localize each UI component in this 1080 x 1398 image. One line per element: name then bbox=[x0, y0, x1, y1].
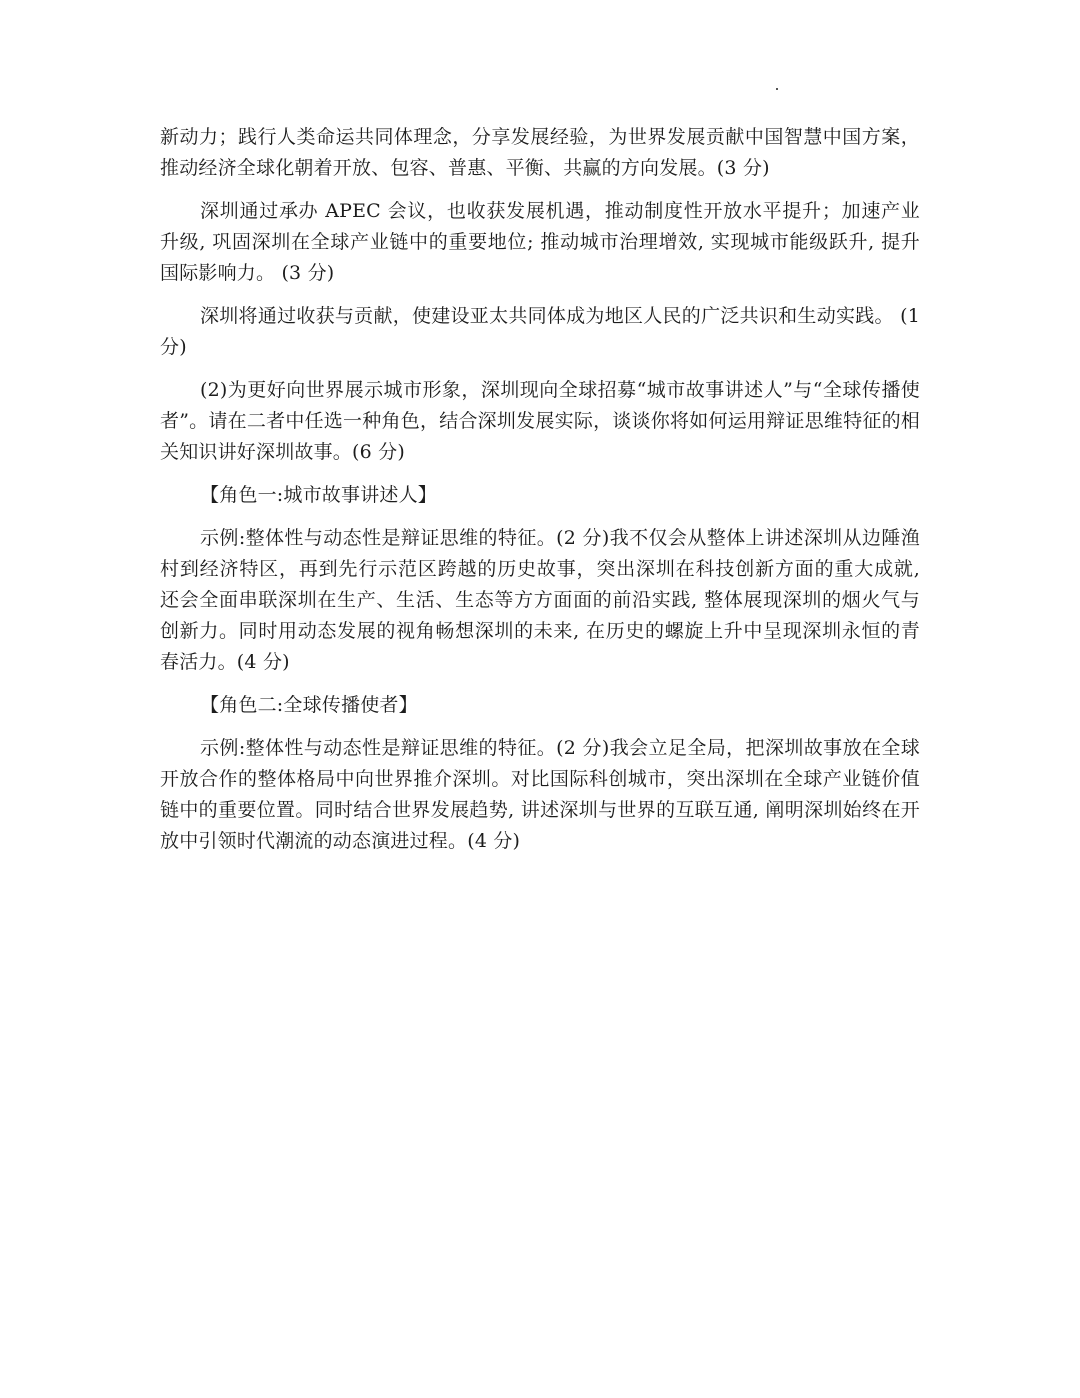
role-one-heading: 【角色一:城市故事讲述人】 bbox=[200, 484, 438, 506]
document-body bbox=[160, 122, 920, 869]
paragraph-apec-benefits: 深圳通过承办 APEC 会议，也收获发展机遇，推动制度性开放水平提升；加速产业升级, 巩固深圳在全球产业链中的重要地位; 推动城市治理增效, 实现城市能级跃升, 提升国际影响力。 (3 分) bbox=[160, 200, 920, 284]
role-two-heading: 【角色二:全球传播使者】 bbox=[200, 694, 418, 716]
role-one-answer: 示例:整体性与动态性是辩证思维的特征。(2 分)我不仅会从整体上讲述深圳从边陲渔村到经济特区，再到先行示范区跨越的历史故事，突出深圳在科技创新方面的重大成就, 还会全面串联深圳在生产、生活、生态等方方面面的前沿实践, 整体展现深圳的烟火气与创新力。同时用动态发展的视角畅想深圳的未来, 在历史的螺旋上升中呈现深圳永恒的青春活力。(4 分) bbox=[160, 527, 920, 673]
scan-speck bbox=[776, 88, 778, 90]
paragraph-community-summary: 深圳将通过收获与贡献，使建设亚太共同体成为地区人民的广泛共识和生动实践。 (1 分) bbox=[160, 305, 920, 358]
role-two-answer: 示例:整体性与动态性是辩证思维的特征。(2 分)我会立足全局，把深圳故事放在全球开放合作的整体格局中向世界推介深圳。对比国际科创城市，突出深圳在全球产业链价值链中的重要位置。同时结合世界发展趋势, 讲述深圳与世界的互联互通, 阐明深圳始终在开放中引领时代潮流的动态演进过程。(4 分) bbox=[160, 737, 920, 852]
paragraph-continuation: 新动力；践行人类命运共同体理念，分享发展经验，为世界发展贡献中国智慧中国方案，推动经济全球化朝着开放、包容、普惠、平衡、共赢的方向发展。(3 分) bbox=[160, 126, 920, 179]
question-2: (2)为更好向世界展示城市形象，深圳现向全球招募“城市故事讲述人”与“全球传播使者”。请在二者中任选一种角色，结合深圳发展实际，谈谈你将如何运用辩证思维特征的相关知识讲好深圳故事。(6 分) bbox=[160, 379, 920, 463]
